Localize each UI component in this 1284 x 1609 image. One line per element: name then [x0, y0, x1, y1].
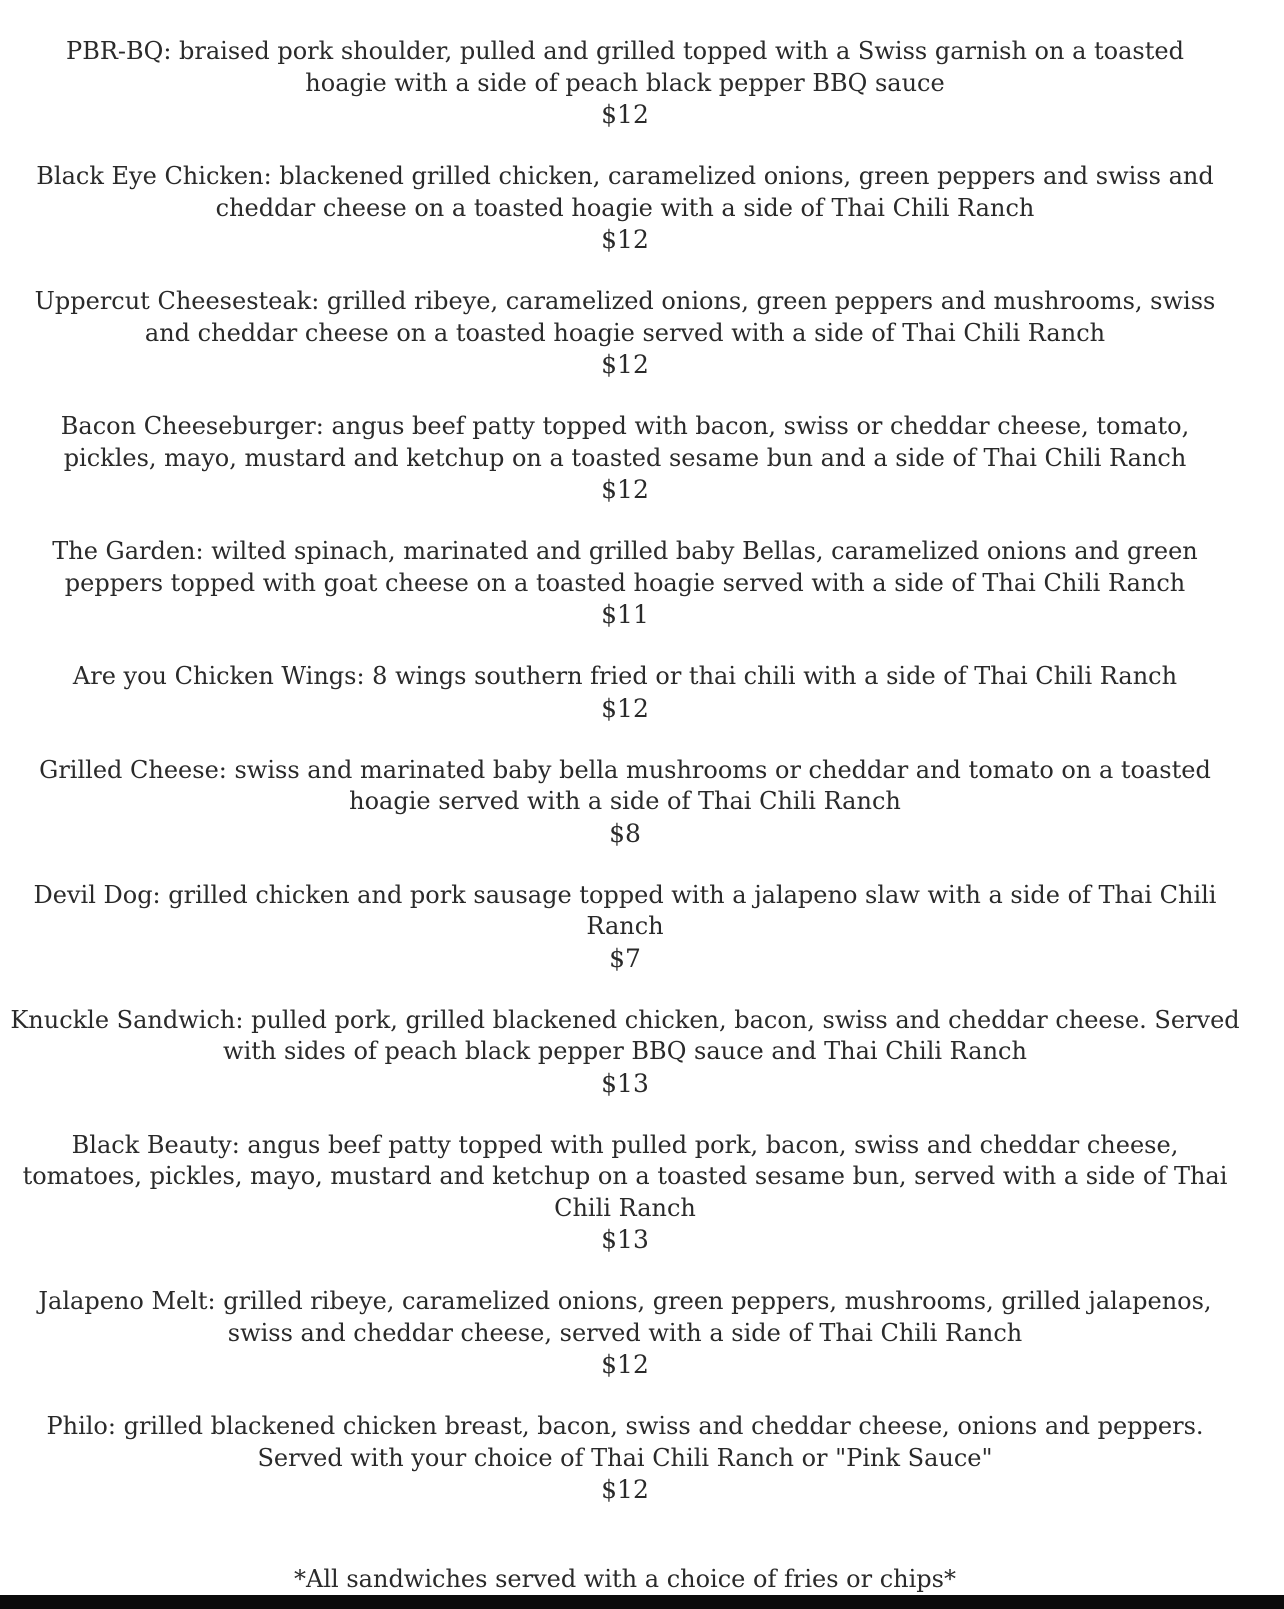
menu-item-price: $13: [601, 1068, 649, 1098]
menu-item-price: $13: [601, 1225, 649, 1254]
menu-item-price: $7: [609, 943, 641, 973]
menu-item-description: Black Beauty: angus beef patty topped with pulled pork, bacon, swiss and cheddar cheese, tomatoes, pickles, mayo, mustard and ketchup on a toasted sesame bun, served with a side of Thai Chili Ranch: [22, 1130, 1228, 1222]
menu-item-description: PBR-BQ: braised pork shoulder, pulled and grilled topped with a Swiss garnish on a toasted hoagie with a side of peach black pepper BBQ sauce: [66, 37, 1184, 97]
menu-item-grilled-cheese: [0, 755, 1250, 849]
menu-item-price: $12: [601, 693, 649, 723]
menu-item-description: Black Eye Chicken: blackened grilled chicken, caramelized onions, green peppers and swiss and cheddar cheese on a toasted hoagie with a side of Thai Chili Ranch: [36, 162, 1214, 222]
menu-item-jalapeno-melt: [0, 1286, 1250, 1380]
menu-item-description: Are you Chicken Wings: 8 wings southern fried or thai chili with a side of Thai Chili Ranch: [72, 662, 1178, 690]
menu-item-price: $12: [601, 475, 649, 504]
menu-item-price: $8: [609, 818, 641, 848]
menu-item-chicken-wings: [0, 661, 1250, 724]
menu-item-the-garden: [0, 536, 1250, 630]
menu-item-price: $12: [601, 1350, 649, 1379]
menu-item-description: Grilled Cheese: swiss and marinated baby bella mushrooms or cheddar and tomato on a toasted hoagie served with a side of Thai Chili Ranch: [39, 755, 1211, 815]
menu-item-black-beauty: [0, 1130, 1250, 1256]
menu-item-price: $12: [601, 100, 649, 129]
menu-item-description: Knuckle Sandwich: pulled pork, grilled blackened chicken, bacon, swiss and cheddar cheese. Served with sides of peach black pepper BBQ sauce and Thai Chili Ranch: [10, 1005, 1240, 1065]
menu-item-black-eye-chicken: [0, 161, 1250, 255]
menu-item-price: $12: [601, 350, 649, 379]
menu-list: [0, 36, 1250, 1536]
menu-item-description: Bacon Cheeseburger: angus beef patty topped with bacon, swiss or cheddar cheese, tomato, pickles, mayo, mustard and ketchup on a toasted sesame bun and a side of Thai Chili Ranch: [60, 412, 1190, 472]
menu-item-price: $12: [601, 225, 649, 254]
menu-item-bacon-cheeseburger: [0, 411, 1250, 505]
menu-item-price: $11: [601, 600, 649, 629]
menu-item-description: Devil Dog: grilled chicken and pork sausage topped with a jalapeno slaw with a side of Thai Chili Ranch: [33, 880, 1217, 940]
menu-item-pbr-bq: [0, 36, 1250, 130]
menu-item-description: Uppercut Cheesesteak: grilled ribeye, caramelized onions, green peppers and mushrooms, swiss and cheddar cheese on a toasted hoagie served with a side of Thai Chili Ranch: [34, 287, 1216, 347]
menu-item-price: $12: [601, 1475, 649, 1504]
menu-item-description: Jalapeno Melt: grilled ribeye, caramelized onions, green peppers, mushrooms, grilled jalapenos, swiss and cheddar cheese, served with a side of Thai Chili Ranch: [38, 1287, 1212, 1347]
bottom-border-bar: [0, 1595, 1284, 1609]
menu-item-description: The Garden: wilted spinach, marinated and grilled baby Bellas, caramelized onions and green peppers topped with goat cheese on a toasted hoagie served with a side of Thai Chili Ranch: [52, 537, 1198, 597]
menu-item-knuckle-sandwich: [0, 1005, 1250, 1099]
menu-item-devil-dog: [0, 880, 1250, 974]
sides-footnote: *All sandwiches served with a choice of fries or chips*: [294, 1565, 956, 1593]
menu-item-uppercut-cheesesteak: [0, 286, 1250, 380]
menu-item-philo: [0, 1411, 1250, 1505]
menu-item-description: Philo: grilled blackened chicken breast, bacon, swiss and cheddar cheese, onions and peppers. Served with your choice of Thai Chili Ranch or "Pink Sauce": [46, 1412, 1204, 1472]
